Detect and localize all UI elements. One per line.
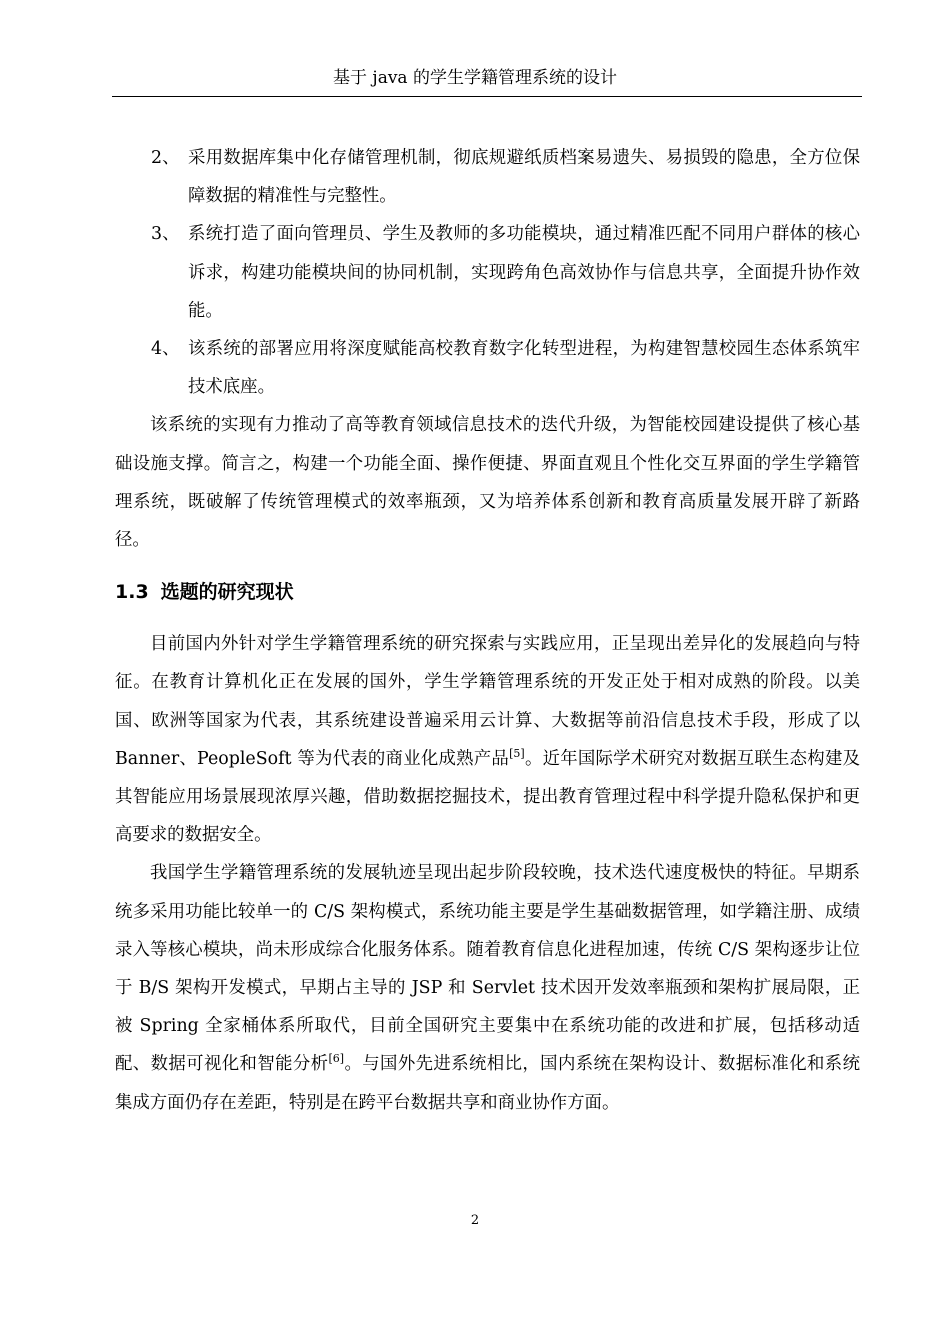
list-item-text: 系统打造了面向管理员、学生及教师的多功能模块，通过精准匹配不同用户群体的核心诉求，构建功能模块间的协同机制，实现跨角色高效协作与信息共享，全面提升协作效能。 — [188, 224, 860, 321]
paragraph-text: 。近年国际学术研究对数据互联生态构建及其智能应用场景展现浓厚兴趣，借助数据挖掘技术，提出教育管理过程中科学提升隐私保护和更高要求的数据安全。 — [115, 748, 860, 846]
list-item-text: 采用数据库集中化存储管理机制，彻底规避纸质档案易遗失、易损毁的隐患，全方位保障数据的精准性与完整性。 — [188, 148, 860, 207]
list-item — [115, 139, 860, 215]
body-text — [115, 139, 860, 1122]
list-item — [115, 215, 860, 330]
research-paragraph-domestic — [115, 854, 860, 1121]
running-header: 基于 java 的学生学籍管理系统的设计 — [333, 68, 617, 88]
list-item-number: 4、 — [151, 339, 180, 360]
list-item-number: 3、 — [151, 224, 180, 245]
list-item-text: 该系统的部署应用将深度赋能高校教育数字化转型进程，为构建智慧校园生态体系筑牢技术底座。 — [188, 339, 860, 398]
page-number: 2 — [470, 1213, 480, 1228]
section-number: 1.3 — [115, 581, 149, 604]
section-title: 选题的研究现状 — [160, 581, 294, 604]
list-item — [115, 330, 860, 406]
citation-ref: [5] — [509, 747, 525, 761]
header-rule — [112, 96, 862, 97]
research-paragraph-international — [115, 625, 860, 854]
section-heading — [115, 577, 860, 607]
paragraph-text: 。与国外先进系统相比，国内系统在架构设计、数据标准化和系统集成方面仍存在差距，特别是在跨平台数据共享和商业协作方面。 — [115, 1054, 860, 1113]
summary-paragraph: 该系统的实现有力推动了高等教育领域信息技术的迭代升级，为智能校园建设提供了核心基础设施支撑。简言之，构建一个功能全面、操作便捷、界面直观且个性化交互界面的学生学籍管理系统，既破解了传统管理模式的效率瓶颈，又为培养体系创新和教育高质量发展开辟了新路径。 — [115, 415, 860, 551]
citation-ref: [6] — [328, 1052, 345, 1066]
paragraph-text: 我国学生学籍管理系统的发展轨迹呈现出起步阶段较晚，技术迭代速度极快的特征。早期系统多采用功能比较单一的 C/S 架构模式，系统功能主要是学生基础数据管理，如学籍注册、成绩录入等核心模块，尚未形成综合化服务体系。随着教育信息化进程加速，传统 C/S 架构逐步让位于 B/S 架构开发模式，早期占主导的 JSP 和 Servlet 技术因开发效率瓶颈和架构扩展局限，正被 Spring 全家桶体系所取代，目前全国研究主要集中在系统功能的改进和扩展，包括移动适配、数据可视化和智能分析 — [115, 863, 860, 1075]
list-item-number: 2、 — [151, 148, 180, 168]
paragraph-text: 目前国内外针对学生学籍管理系统的研究探索与实践应用，正呈现出差异化的发展趋向与特征。在教育计算机化正在发展的国外，学生学籍管理系统的开发正处于相对成熟的阶段。以美国、欧洲等国家为代表，其系统建设普遍采用云计算、大数据等前沿信息技术手段，形成了以 Banner、PeopleSoft 等为代表的商业化成熟产品 — [115, 634, 860, 769]
